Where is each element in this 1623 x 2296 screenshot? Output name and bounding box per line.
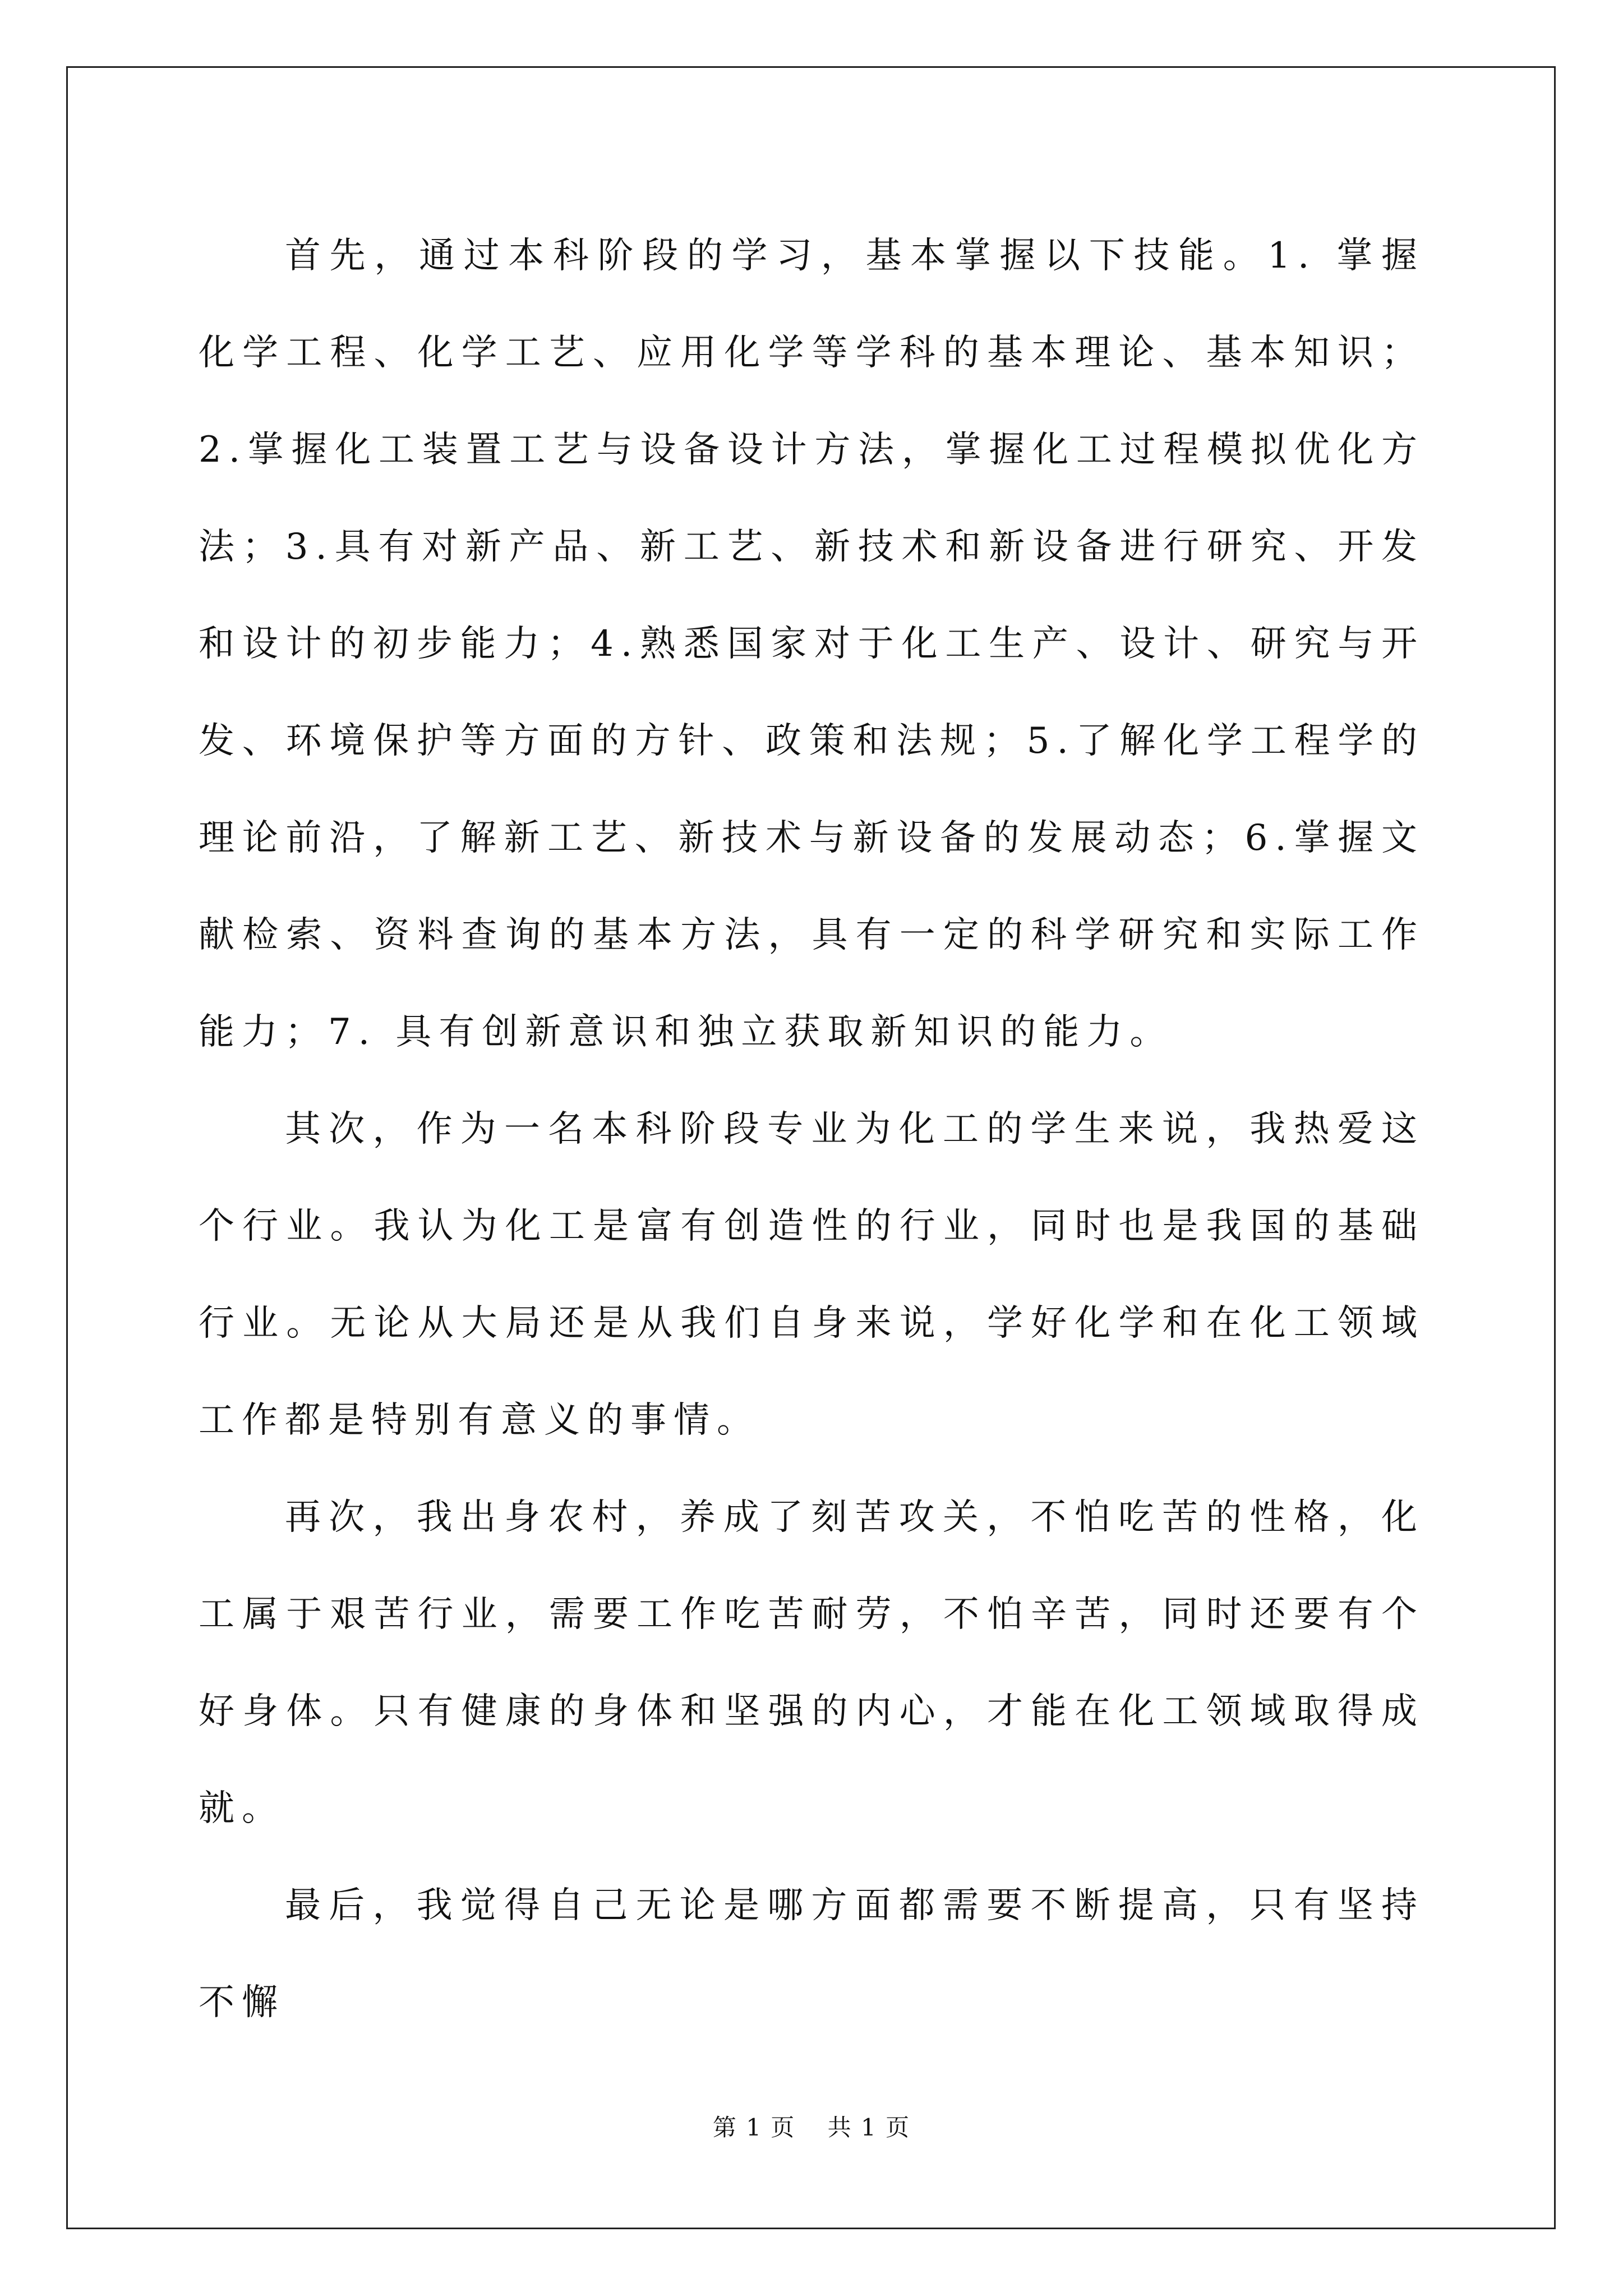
page-number: 第 1 页	[712, 2114, 796, 2141]
page-total: 共 1 页	[827, 2114, 911, 2141]
paragraph-skills: 首先，通过本科阶段的学习，基本掌握以下技能。1. 掌握化学工程、化学工艺、应用化学等学科的基本理论、基本知识；2.掌握化工装置工艺与设备设计方法，掌握化工过程模拟优化方法；3.具有对新产品、新工艺、新技术和新设备进行研究、开发和设计的初步能力；4.熟悉国家对于化工生产、设计、研究与开发、环境保护等方面的方针、政策和法规；5.了解化学工程学的理论前沿，了解新工艺、新技术与新设备的发展动态；6.掌握文献检索、资料查询的基本方法，具有一定的科学研究和实际工作能力；7. 具有创新意识和独立获取新知识的能力。	[199, 235, 1424, 1053]
page-footer	[0, 2109, 1623, 2143]
document-body	[199, 208, 1424, 2051]
paragraph-conclusion: 最后，我觉得自己无论是哪方面都需要不断提高，只有坚持不懈	[199, 1885, 1424, 2023]
paragraph-motivation: 其次，作为一名本科阶段专业为化工的学生来说，我热爱这个行业。我认为化工是富有创造性的行业，同时也是我国的基础行业。无论从大局还是从我们自身来说，学好化学和在化工领域工作都是特别有意义的事情。	[199, 1108, 1424, 1441]
paragraph-character: 再次，我出身农村，养成了刻苦攻关，不怕吃苦的性格，化工属于艰苦行业，需要工作吃苦耐劳，不怕辛苦，同时还要有个好身体。只有健康的身体和坚强的内心，才能在化工领域取得成就。	[199, 1497, 1424, 1829]
